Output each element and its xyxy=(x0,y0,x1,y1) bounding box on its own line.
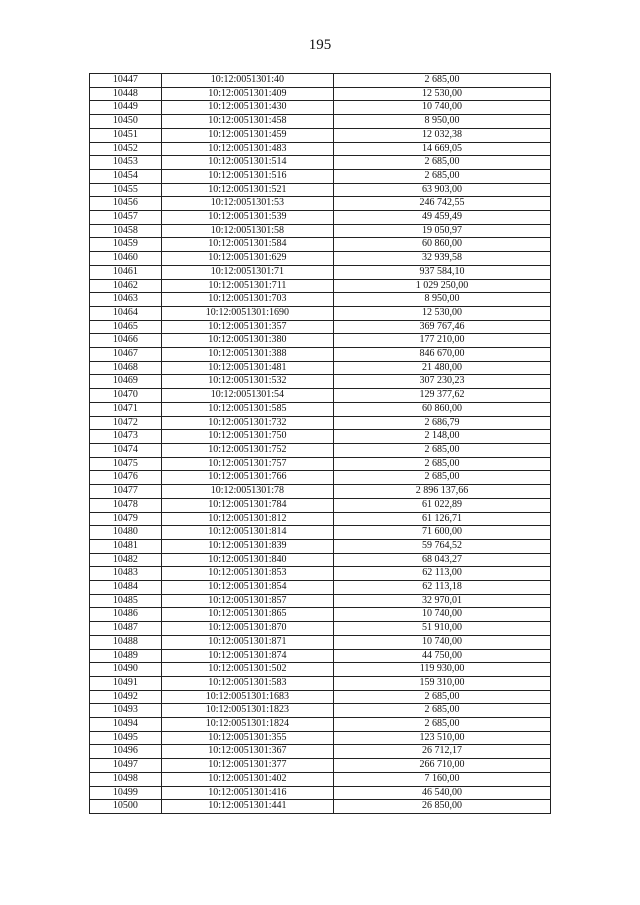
table-row xyxy=(90,320,551,334)
row-number-cell: 10452 xyxy=(90,142,162,156)
cadastral-number-cell: 10:12:0051301:812 xyxy=(161,512,333,526)
row-number-cell: 10491 xyxy=(90,676,162,690)
row-number-cell: 10475 xyxy=(90,457,162,471)
cadastral-number-cell: 10:12:0051301:854 xyxy=(161,581,333,595)
cadastral-number-cell: 10:12:0051301:629 xyxy=(161,252,333,266)
value-cell: 62 113,18 xyxy=(334,581,551,595)
table-row xyxy=(90,74,551,88)
row-number-cell: 10447 xyxy=(90,74,162,88)
table-row xyxy=(90,622,551,636)
row-number-cell: 10496 xyxy=(90,745,162,759)
cadastral-number-cell: 10:12:0051301:459 xyxy=(161,128,333,142)
row-number-cell: 10493 xyxy=(90,704,162,718)
value-cell: 846 670,00 xyxy=(334,348,551,362)
row-number-cell: 10488 xyxy=(90,635,162,649)
table-row xyxy=(90,389,551,403)
table-row xyxy=(90,786,551,800)
data-table xyxy=(89,73,551,814)
table-row xyxy=(90,457,551,471)
value-cell: 119 930,00 xyxy=(334,663,551,677)
value-cell: 2 685,00 xyxy=(334,471,551,485)
table-row xyxy=(90,526,551,540)
value-cell: 12 530,00 xyxy=(334,306,551,320)
table-row xyxy=(90,183,551,197)
cadastral-number-cell: 10:12:0051301:840 xyxy=(161,553,333,567)
table-row xyxy=(90,512,551,526)
table-row xyxy=(90,485,551,499)
cadastral-number-cell: 10:12:0051301:483 xyxy=(161,142,333,156)
table-row xyxy=(90,731,551,745)
table-row xyxy=(90,745,551,759)
table-row xyxy=(90,334,551,348)
cadastral-number-cell: 10:12:0051301:757 xyxy=(161,457,333,471)
table-row xyxy=(90,252,551,266)
cadastral-number-cell: 10:12:0051301:502 xyxy=(161,663,333,677)
row-number-cell: 10449 xyxy=(90,101,162,115)
table-row xyxy=(90,361,551,375)
cadastral-number-cell: 10:12:0051301:1824 xyxy=(161,718,333,732)
cadastral-number-cell: 10:12:0051301:711 xyxy=(161,279,333,293)
row-number-cell: 10499 xyxy=(90,786,162,800)
value-cell: 2 685,00 xyxy=(334,718,551,732)
row-number-cell: 10464 xyxy=(90,306,162,320)
cadastral-number-cell: 10:12:0051301:732 xyxy=(161,416,333,430)
cadastral-number-cell: 10:12:0051301:853 xyxy=(161,567,333,581)
row-number-cell: 10469 xyxy=(90,375,162,389)
cadastral-number-cell: 10:12:0051301:516 xyxy=(161,169,333,183)
value-cell: 62 113,00 xyxy=(334,567,551,581)
table-row xyxy=(90,553,551,567)
cadastral-number-cell: 10:12:0051301:58 xyxy=(161,224,333,238)
value-cell: 71 600,00 xyxy=(334,526,551,540)
table-row xyxy=(90,539,551,553)
table-row xyxy=(90,142,551,156)
cadastral-number-cell: 10:12:0051301:409 xyxy=(161,87,333,101)
table-row xyxy=(90,635,551,649)
cadastral-number-cell: 10:12:0051301:481 xyxy=(161,361,333,375)
row-number-cell: 10473 xyxy=(90,430,162,444)
value-cell: 19 050,97 xyxy=(334,224,551,238)
row-number-cell: 10457 xyxy=(90,211,162,225)
value-cell: 14 669,05 xyxy=(334,142,551,156)
row-number-cell: 10477 xyxy=(90,485,162,499)
table-row xyxy=(90,800,551,814)
cadastral-number-cell: 10:12:0051301:441 xyxy=(161,800,333,814)
table-row xyxy=(90,416,551,430)
cadastral-number-cell: 10:12:0051301:871 xyxy=(161,635,333,649)
row-number-cell: 10500 xyxy=(90,800,162,814)
table-row xyxy=(90,211,551,225)
value-cell: 21 480,00 xyxy=(334,361,551,375)
table-row xyxy=(90,663,551,677)
row-number-cell: 10471 xyxy=(90,402,162,416)
row-number-cell: 10490 xyxy=(90,663,162,677)
value-cell: 2 148,00 xyxy=(334,430,551,444)
cadastral-number-cell: 10:12:0051301:766 xyxy=(161,471,333,485)
table-row xyxy=(90,279,551,293)
value-cell: 10 740,00 xyxy=(334,608,551,622)
row-number-cell: 10498 xyxy=(90,772,162,786)
row-number-cell: 10468 xyxy=(90,361,162,375)
value-cell: 60 860,00 xyxy=(334,402,551,416)
value-cell: 246 742,55 xyxy=(334,197,551,211)
row-number-cell: 10459 xyxy=(90,238,162,252)
row-number-cell: 10478 xyxy=(90,498,162,512)
table-row xyxy=(90,348,551,362)
table-row xyxy=(90,690,551,704)
value-cell: 32 939,58 xyxy=(334,252,551,266)
table-row xyxy=(90,197,551,211)
value-cell: 2 685,00 xyxy=(334,704,551,718)
value-cell: 2 685,00 xyxy=(334,156,551,170)
row-number-cell: 10486 xyxy=(90,608,162,622)
cadastral-number-cell: 10:12:0051301:458 xyxy=(161,115,333,129)
table-row xyxy=(90,718,551,732)
row-number-cell: 10460 xyxy=(90,252,162,266)
cadastral-number-cell: 10:12:0051301:1823 xyxy=(161,704,333,718)
table-row xyxy=(90,224,551,238)
row-number-cell: 10461 xyxy=(90,265,162,279)
table-row xyxy=(90,430,551,444)
value-cell: 61 022,89 xyxy=(334,498,551,512)
table-row xyxy=(90,649,551,663)
value-cell: 123 510,00 xyxy=(334,731,551,745)
value-cell: 46 540,00 xyxy=(334,786,551,800)
table-row xyxy=(90,156,551,170)
table-row xyxy=(90,169,551,183)
table-row xyxy=(90,594,551,608)
value-cell: 8 950,00 xyxy=(334,293,551,307)
cadastral-number-cell: 10:12:0051301:585 xyxy=(161,402,333,416)
table-row xyxy=(90,759,551,773)
cadastral-number-cell: 10:12:0051301:839 xyxy=(161,539,333,553)
table-row xyxy=(90,498,551,512)
cadastral-number-cell: 10:12:0051301:377 xyxy=(161,759,333,773)
cadastral-number-cell: 10:12:0051301:857 xyxy=(161,594,333,608)
cadastral-number-cell: 10:12:0051301:357 xyxy=(161,320,333,334)
table-body xyxy=(90,74,551,814)
row-number-cell: 10472 xyxy=(90,416,162,430)
value-cell: 60 860,00 xyxy=(334,238,551,252)
value-cell: 2 686,79 xyxy=(334,416,551,430)
table-row xyxy=(90,238,551,252)
table-row xyxy=(90,87,551,101)
row-number-cell: 10476 xyxy=(90,471,162,485)
cadastral-number-cell: 10:12:0051301:54 xyxy=(161,389,333,403)
value-cell: 63 903,00 xyxy=(334,183,551,197)
cadastral-number-cell: 10:12:0051301:784 xyxy=(161,498,333,512)
table-row xyxy=(90,293,551,307)
cadastral-number-cell: 10:12:0051301:814 xyxy=(161,526,333,540)
cadastral-number-cell: 10:12:0051301:703 xyxy=(161,293,333,307)
value-cell: 7 160,00 xyxy=(334,772,551,786)
cadastral-number-cell: 10:12:0051301:865 xyxy=(161,608,333,622)
table-row xyxy=(90,676,551,690)
cadastral-number-cell: 10:12:0051301:78 xyxy=(161,485,333,499)
row-number-cell: 10484 xyxy=(90,581,162,595)
table-row xyxy=(90,101,551,115)
table-row xyxy=(90,375,551,389)
cadastral-number-cell: 10:12:0051301:750 xyxy=(161,430,333,444)
cadastral-number-cell: 10:12:0051301:521 xyxy=(161,183,333,197)
row-number-cell: 10465 xyxy=(90,320,162,334)
row-number-cell: 10463 xyxy=(90,293,162,307)
row-number-cell: 10483 xyxy=(90,567,162,581)
table-row xyxy=(90,443,551,457)
row-number-cell: 10467 xyxy=(90,348,162,362)
value-cell: 32 970,01 xyxy=(334,594,551,608)
row-number-cell: 10485 xyxy=(90,594,162,608)
value-cell: 10 740,00 xyxy=(334,635,551,649)
row-number-cell: 10494 xyxy=(90,718,162,732)
table-row xyxy=(90,581,551,595)
value-cell: 49 459,49 xyxy=(334,211,551,225)
row-number-cell: 10450 xyxy=(90,115,162,129)
cadastral-number-cell: 10:12:0051301:71 xyxy=(161,265,333,279)
cadastral-number-cell: 10:12:0051301:1690 xyxy=(161,306,333,320)
row-number-cell: 10497 xyxy=(90,759,162,773)
table-row xyxy=(90,128,551,142)
value-cell: 2 685,00 xyxy=(334,690,551,704)
cadastral-number-cell: 10:12:0051301:583 xyxy=(161,676,333,690)
row-number-cell: 10487 xyxy=(90,622,162,636)
cadastral-number-cell: 10:12:0051301:40 xyxy=(161,74,333,88)
cadastral-number-cell: 10:12:0051301:53 xyxy=(161,197,333,211)
table-row xyxy=(90,608,551,622)
cadastral-number-cell: 10:12:0051301:514 xyxy=(161,156,333,170)
value-cell: 369 767,46 xyxy=(334,320,551,334)
value-cell: 59 764,52 xyxy=(334,539,551,553)
value-cell: 26 850,00 xyxy=(334,800,551,814)
row-number-cell: 10481 xyxy=(90,539,162,553)
cadastral-number-cell: 10:12:0051301:367 xyxy=(161,745,333,759)
row-number-cell: 10451 xyxy=(90,128,162,142)
table-row xyxy=(90,704,551,718)
table-row xyxy=(90,306,551,320)
value-cell: 937 584,10 xyxy=(334,265,551,279)
cadastral-number-cell: 10:12:0051301:870 xyxy=(161,622,333,636)
cadastral-number-cell: 10:12:0051301:532 xyxy=(161,375,333,389)
cadastral-number-cell: 10:12:0051301:584 xyxy=(161,238,333,252)
value-cell: 12 530,00 xyxy=(334,87,551,101)
row-number-cell: 10453 xyxy=(90,156,162,170)
cadastral-number-cell: 10:12:0051301:1683 xyxy=(161,690,333,704)
value-cell: 51 910,00 xyxy=(334,622,551,636)
value-cell: 26 712,17 xyxy=(334,745,551,759)
value-cell: 2 896 137,66 xyxy=(334,485,551,499)
row-number-cell: 10448 xyxy=(90,87,162,101)
table-row xyxy=(90,265,551,279)
cadastral-number-cell: 10:12:0051301:539 xyxy=(161,211,333,225)
row-number-cell: 10489 xyxy=(90,649,162,663)
value-cell: 307 230,23 xyxy=(334,375,551,389)
row-number-cell: 10454 xyxy=(90,169,162,183)
row-number-cell: 10456 xyxy=(90,197,162,211)
cadastral-number-cell: 10:12:0051301:416 xyxy=(161,786,333,800)
value-cell: 2 685,00 xyxy=(334,74,551,88)
cadastral-number-cell: 10:12:0051301:355 xyxy=(161,731,333,745)
table-row xyxy=(90,567,551,581)
row-number-cell: 10458 xyxy=(90,224,162,238)
cadastral-number-cell: 10:12:0051301:430 xyxy=(161,101,333,115)
table-row xyxy=(90,402,551,416)
value-cell: 266 710,00 xyxy=(334,759,551,773)
row-number-cell: 10495 xyxy=(90,731,162,745)
table-row xyxy=(90,772,551,786)
cadastral-number-cell: 10:12:0051301:402 xyxy=(161,772,333,786)
table-row xyxy=(90,471,551,485)
cadastral-number-cell: 10:12:0051301:752 xyxy=(161,443,333,457)
value-cell: 8 950,00 xyxy=(334,115,551,129)
row-number-cell: 10492 xyxy=(90,690,162,704)
cadastral-number-cell: 10:12:0051301:380 xyxy=(161,334,333,348)
value-cell: 177 210,00 xyxy=(334,334,551,348)
value-cell: 2 685,00 xyxy=(334,169,551,183)
value-cell: 159 310,00 xyxy=(334,676,551,690)
row-number-cell: 10482 xyxy=(90,553,162,567)
row-number-cell: 10480 xyxy=(90,526,162,540)
table-row xyxy=(90,115,551,129)
cadastral-number-cell: 10:12:0051301:388 xyxy=(161,348,333,362)
row-number-cell: 10479 xyxy=(90,512,162,526)
row-number-cell: 10474 xyxy=(90,443,162,457)
value-cell: 129 377,62 xyxy=(334,389,551,403)
value-cell: 61 126,71 xyxy=(334,512,551,526)
row-number-cell: 10462 xyxy=(90,279,162,293)
value-cell: 10 740,00 xyxy=(334,101,551,115)
value-cell: 2 685,00 xyxy=(334,443,551,457)
value-cell: 68 043,27 xyxy=(334,553,551,567)
value-cell: 44 750,00 xyxy=(334,649,551,663)
value-cell: 1 029 250,00 xyxy=(334,279,551,293)
row-number-cell: 10455 xyxy=(90,183,162,197)
value-cell: 12 032,38 xyxy=(334,128,551,142)
cadastral-number-cell: 10:12:0051301:874 xyxy=(161,649,333,663)
row-number-cell: 10470 xyxy=(90,389,162,403)
row-number-cell: 10466 xyxy=(90,334,162,348)
page-number: 195 xyxy=(308,37,332,53)
value-cell: 2 685,00 xyxy=(334,457,551,471)
